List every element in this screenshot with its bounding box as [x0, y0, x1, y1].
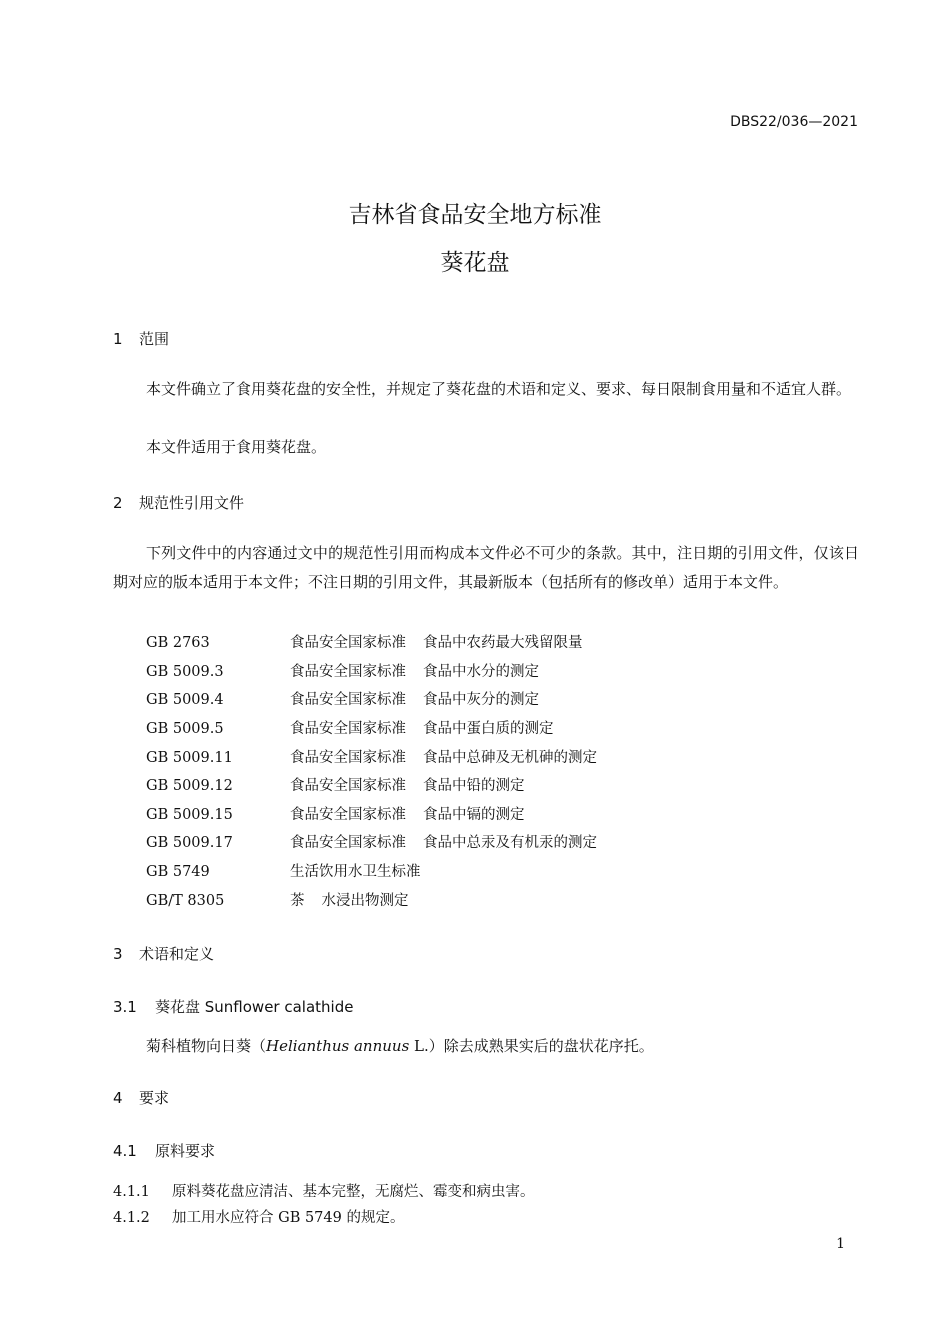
reference-title: 食品安全国家标准 — [290, 721, 406, 737]
reference-item — [146, 889, 409, 910]
requirement-item — [113, 1206, 404, 1227]
section-2-para: 下列文件中的内容通过文中的规范性引用而构成本文件必不可少的条款。其中，注日期的引用文件，仅该日期对应的版本适用于本文件；不注日期的引用文件，其最新版本（包括所有的修改单）适用于本文件。 — [113, 544, 859, 591]
reference-item — [146, 746, 597, 767]
reference-code: GB 5009.4 — [146, 692, 224, 708]
reference-title: 茶 — [290, 893, 305, 909]
section-title: 规范性引用文件 — [139, 494, 245, 512]
reference-subtitle: 食品中农药最大残留限量 — [423, 635, 583, 651]
section-1-heading — [113, 328, 169, 349]
section-4-1-heading — [113, 1140, 215, 1161]
item-text: 原料葵花盘应清洁、基本完整，无腐烂、霉变和病虫害。 — [172, 1184, 535, 1200]
reference-item — [146, 717, 554, 738]
section-title: 范围 — [139, 330, 170, 348]
page-number: 1 — [836, 1236, 845, 1252]
reference-item — [146, 688, 539, 709]
reference-title: 食品安全国家标准 — [290, 750, 406, 766]
definition-suffix: L.）除去成熟果实后的盘状花序托。 — [409, 1037, 654, 1055]
section-title: 术语和定义 — [139, 945, 215, 963]
section-2-heading — [113, 492, 244, 513]
reference-code: GB/T 8305 — [146, 893, 225, 909]
section-1-para-2: 本文件适用于食用葵花盘。 — [146, 438, 327, 456]
reference-title: 食品安全国家标准 — [290, 778, 406, 794]
section-number: 4 — [113, 1089, 123, 1107]
document-code: DBS22/036—2021 — [730, 114, 858, 130]
reference-code: GB 5009.12 — [146, 778, 233, 794]
section-1-para-1: 本文件确立了食用葵花盘的安全性，并规定了葵花盘的术语和定义、要求、每日限制食用量和不适宜人群。 — [146, 380, 852, 398]
subsection-number: 3.1 — [113, 998, 137, 1016]
reference-subtitle: 食品中总砷及无机砷的测定 — [423, 750, 597, 766]
definition-prefix: 菊科植物向日葵（ — [146, 1037, 267, 1055]
reference-title: 食品安全国家标准 — [290, 692, 406, 708]
reference-item — [146, 803, 525, 824]
term-definition — [146, 1035, 654, 1056]
reference-code: GB 5009.5 — [146, 721, 224, 737]
item-text: 加工用水应符合 GB 5749 的规定。 — [172, 1210, 405, 1226]
section-3-1-heading — [113, 996, 353, 1017]
section-number: 3 — [113, 945, 123, 963]
section-3-heading — [113, 943, 214, 964]
reference-title: 食品安全国家标准 — [290, 635, 406, 651]
reference-subtitle: 食品中灰分的测定 — [423, 692, 539, 708]
reference-subtitle: 食品中水分的测定 — [423, 664, 539, 680]
reference-subtitle: 食品中总汞及有机汞的测定 — [423, 835, 597, 851]
reference-code: GB 5749 — [146, 864, 210, 880]
reference-subtitle: 水浸出物测定 — [321, 893, 409, 909]
subsection-title: 原料要求 — [155, 1142, 216, 1160]
section-title: 要求 — [139, 1089, 170, 1107]
reference-code: GB 2763 — [146, 635, 210, 651]
reference-title: 食品安全国家标准 — [290, 807, 406, 823]
document-subtitle: 葵花盘 — [440, 250, 510, 276]
reference-subtitle: 食品中镉的测定 — [423, 807, 525, 823]
subsection-number: 4.1 — [113, 1142, 137, 1160]
reference-title: 食品安全国家标准 — [290, 664, 406, 680]
term-title: 葵花盘 Sunflower calathide — [155, 998, 354, 1016]
reference-code: GB 5009.3 — [146, 664, 224, 680]
latin-name: Helianthus annuus — [266, 1037, 410, 1055]
item-number: 4.1.1 — [113, 1184, 150, 1200]
section-4-heading — [113, 1087, 169, 1108]
reference-code: GB 5009.11 — [146, 750, 233, 766]
reference-subtitle: 食品中蛋白质的测定 — [423, 721, 554, 737]
reference-item — [146, 860, 438, 881]
item-number: 4.1.2 — [113, 1210, 150, 1226]
reference-item — [146, 660, 539, 681]
reference-code: GB 5009.17 — [146, 835, 233, 851]
section-number: 2 — [113, 494, 123, 512]
reference-item — [146, 831, 597, 852]
reference-item — [146, 631, 583, 652]
document-title: 吉林省食品安全地方标准 — [348, 202, 602, 228]
reference-item — [146, 774, 525, 795]
reference-title: 食品安全国家标准 — [290, 835, 406, 851]
section-number: 1 — [113, 330, 123, 348]
reference-title: 生活饮用水卫生标准 — [290, 864, 421, 880]
requirement-item — [113, 1180, 535, 1201]
reference-subtitle: 食品中铅的测定 — [423, 778, 525, 794]
reference-code: GB 5009.15 — [146, 807, 233, 823]
